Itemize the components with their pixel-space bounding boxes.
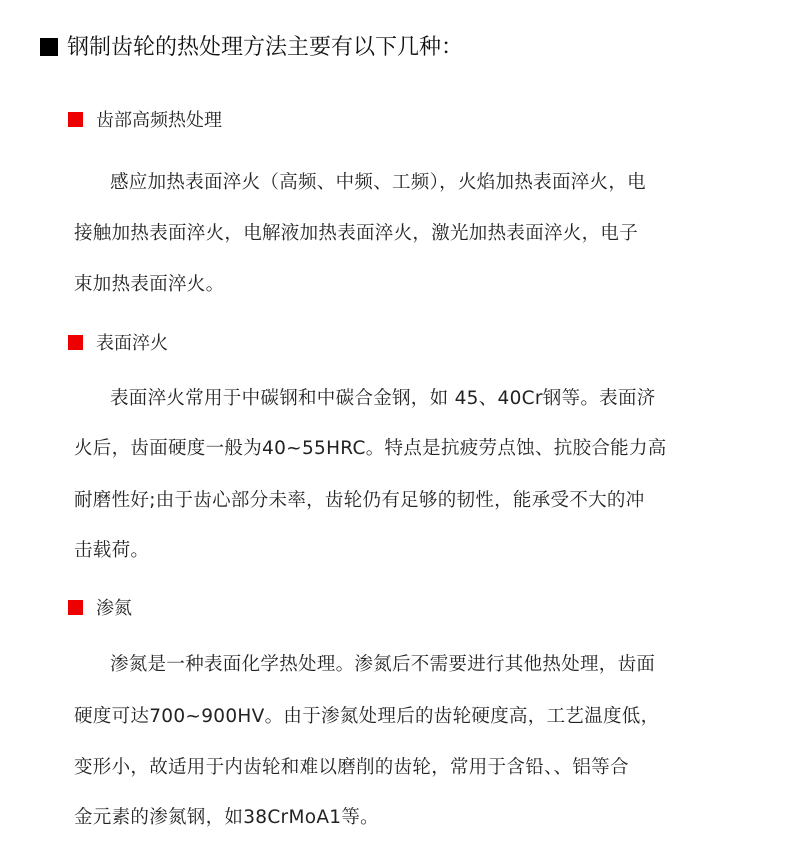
paragraph-line: 感应加热表面淬火（高频、中频、工频），火焰加热表面淬火，电 — [110, 172, 646, 193]
paragraph-line: 硬度可达700~900HV。由于渗氮处理后的齿轮硬度高，工艺温度低， — [74, 706, 660, 727]
red-square-bullet-icon — [68, 335, 83, 350]
paragraph-line: 火后，齿面硬度一般为40~55HRC。特点是抗疲劳点蚀、抗胶合能力高 — [74, 438, 667, 459]
square-bullet-icon — [40, 38, 58, 56]
paragraph-line: 表面淬火常用于中碳钢和中碳合金钢，如 45、40Cr钢等。表面济 — [110, 388, 656, 409]
red-square-bullet-icon — [68, 112, 83, 127]
page-title — [40, 34, 463, 62]
paragraph-line: 接触加热表面淬火，电解液加热表面淬火，激光加热表面淬火，电子 — [74, 223, 639, 244]
section-heading — [68, 332, 168, 356]
paragraph-line: 变形小，故适用于内齿轮和难以磨削的齿轮，常用于含铅、、铝等合 — [74, 757, 629, 778]
section-heading-text: 渗氮 — [96, 598, 132, 619]
section-heading — [68, 109, 222, 133]
section-heading-text: 表面淬火 — [96, 333, 168, 354]
paragraph-line: 束加热表面淬火。 — [74, 274, 225, 295]
paragraph-line: 金元素的渗氮钢，如38CrMoA1等。 — [74, 807, 379, 828]
red-square-bullet-icon — [68, 600, 83, 615]
paragraph-line: 渗氮是一种表面化学热处理。渗氮后不需要进行其他热处理，齿面 — [110, 654, 656, 675]
paragraph-line: 击载荷。 — [74, 540, 150, 561]
paragraph-line: 耐磨性好;由于齿心部分未率，齿轮仍有足够的韧性，能承受不大的冲 — [74, 490, 645, 511]
section-heading — [68, 597, 132, 621]
page-title-text: 钢制齿轮的热处理方法主要有以下几种： — [67, 35, 464, 60]
section-heading-text: 齿部高频热处理 — [96, 110, 222, 131]
